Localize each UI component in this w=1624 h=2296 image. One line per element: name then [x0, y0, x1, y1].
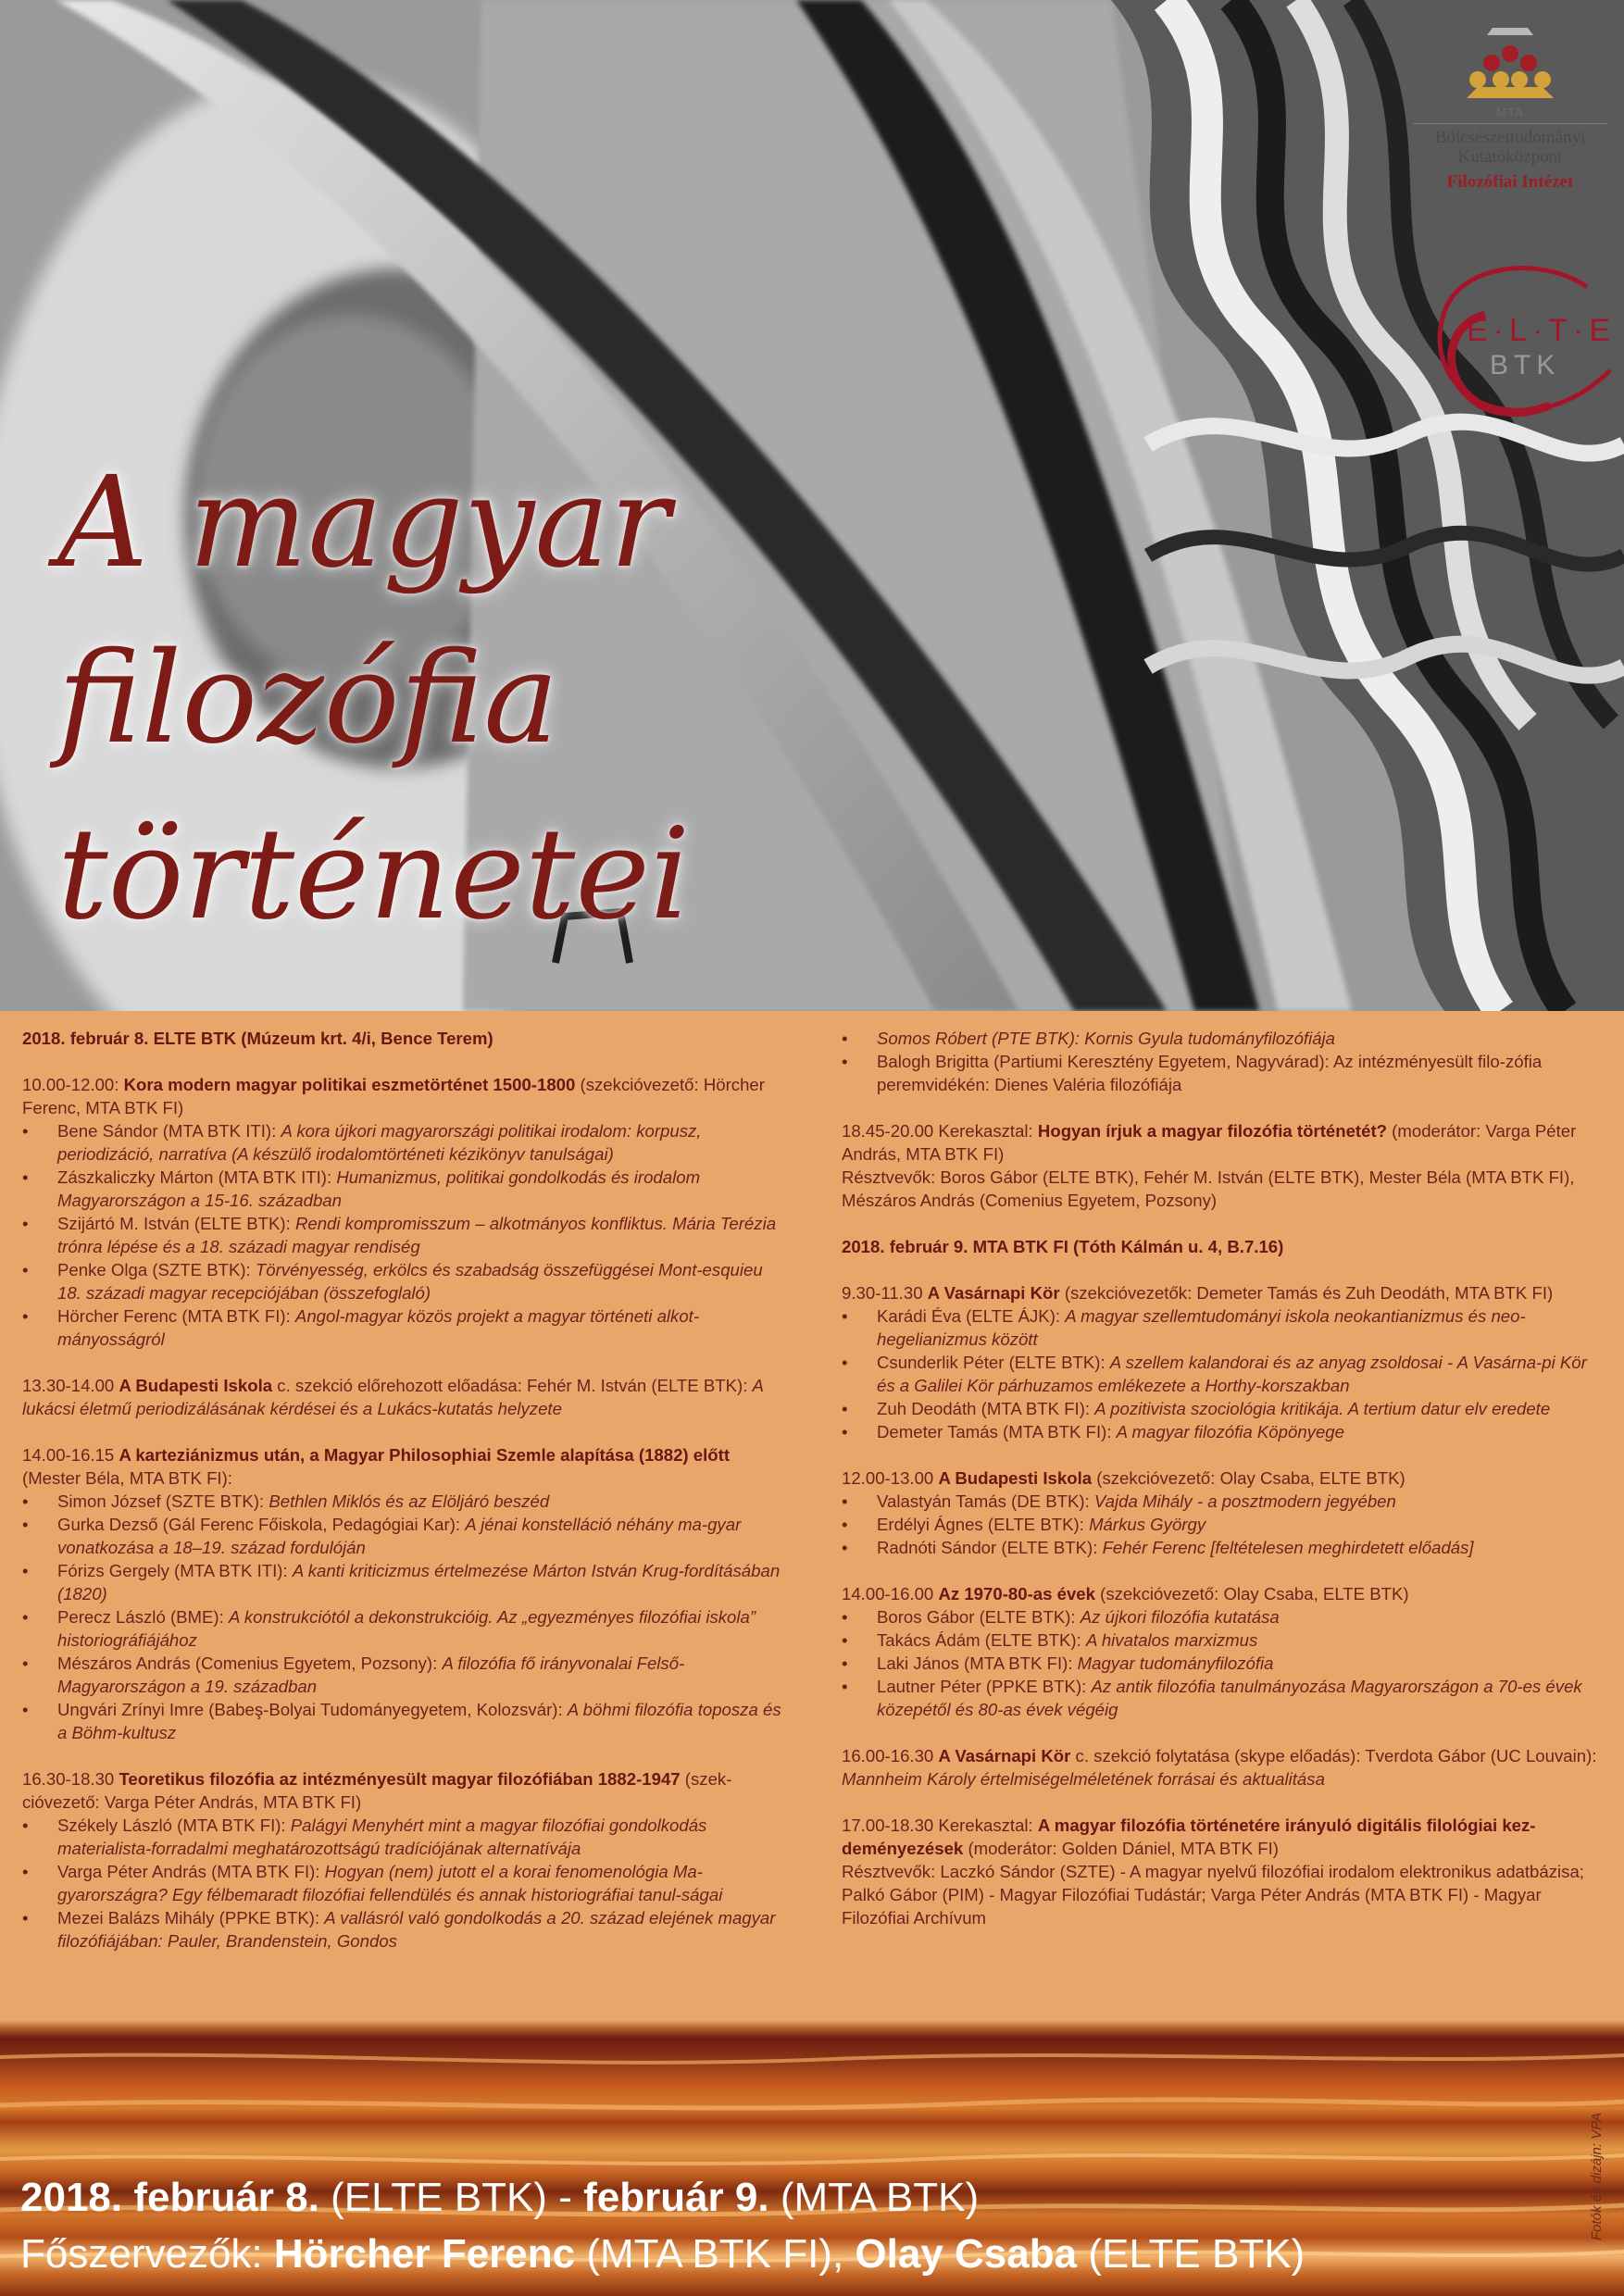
- list-item: • Laki János (MTA BTK FI): Magyar tudományfilozófia: [842, 1652, 1601, 1675]
- list-item: • Hörcher Ferenc (MTA BTK FI): Angol-magyar közös projekt a magyar történeti alkot-mányosságról: [22, 1304, 781, 1351]
- mta-divider: [1413, 123, 1607, 124]
- program-day-2: [842, 1027, 1601, 1929]
- day-1-header: 2018. február 8. ELTE BTK (Múzeum krt. 4/i, Bence Terem): [22, 1029, 493, 1048]
- list-item: • Mészáros András (Comenius Egyetem, Pozsony): A filozófia fő irányvonalai Felső-Magyarországon a 19. században: [22, 1652, 781, 1698]
- poster-title: [57, 435, 690, 963]
- mta-name-line-1: Bölcsészettudományi: [1434, 128, 1586, 147]
- session-heading: 9.30-11.30 A Vasárnapi Kör (szekcióvezetők: Demeter Tamás és Zuh Deodáth, MTA BTK FI): [842, 1283, 1554, 1303]
- day-2-header: 2018. február 9. MTA BTK FI (Tóth Kálmán u. 4, B.7.16): [842, 1237, 1284, 1256]
- list-item: • Perecz László (BME): A konstrukciótól a dekonstrukcióig. Az „egyezményes filozófiai iskola” historiográfiájához: [22, 1605, 781, 1652]
- list-item: • Valastyán Tamás (DE BTK): Vajda Mihály - a posztmodern jegyében: [842, 1490, 1601, 1513]
- talk-list: [842, 1490, 1601, 1559]
- roundtable-participants: Résztvevők: Laczkó Sándor (SZTE) - A magyar nyelvű filozófiai irodalom elektronikus adatbázisa; Palkó Gábor (PIM) - Magyar Filozófiai Tudástár; Varga Péter András (MTA BTK FI) - Magyar Filozófiai Archívum: [842, 1862, 1584, 1928]
- list-item: • Zászkaliczky Márton (MTA BTK ITI): Humanizmus, politikai gondolkodás és irodalom Magyarországon a 15-16. században: [22, 1166, 781, 1212]
- talk-list: [842, 1605, 1601, 1721]
- list-item: • Fórizs Gergely (MTA BTK ITI): A kanti kriticizmus értelmezése Márton István Krug-fordításában (1820): [22, 1559, 781, 1605]
- list-item: • Csunderlik Péter (ELTE BTK): A szellem kalandorai és az anyag zsoldosai - A Vasárna-pi Kör és a Galilei Kör párhuzamos emlékezete a Horthy-korszakban: [842, 1351, 1601, 1397]
- elte-text: E·L·T·E: [1467, 313, 1616, 348]
- event-dates: 2018. február 8. (ELTE BTK) - február 9. (MTA BTK): [20, 2175, 980, 2220]
- list-item: • Lautner Péter (PPKE BTK): Az antik filozófia tanulmányozása Magyarországon a 70-es évek közepétől és 80-as évek végéig: [842, 1675, 1601, 1721]
- list-item: • Penke Olga (SZTE BTK): Törvényesség, erkölcs és szabadság összefüggései Mont-esquieu 18. századi magyar recepciójában (összefoglaló): [22, 1258, 781, 1304]
- mta-abbrev: MTA: [1496, 106, 1524, 119]
- session-heading: 13.30-14.00 A Budapesti Iskola c. szekció előrehozott előadása: Fehér M. István (ELTE BTK): A lukácsi életmű periodizálásának kérdései és a Lukács-kutatás helyzete: [22, 1376, 764, 1418]
- photo-credit: Fotók és dizájn: VPA: [1589, 2112, 1605, 2240]
- mta-name-line-2: Kutatóközpont: [1457, 147, 1563, 167]
- hero-photo: [0, 0, 1624, 1011]
- session-heading: 12.00-13.00 A Budapesti Iskola (szekcióvezető: Olay Csaba, ELTE BTK): [842, 1468, 1405, 1488]
- list-item: • Szijártó M. István (ELTE BTK): Rendi kompromisszum – alkotmányos konfliktus. Mária Terézia trónra lépése és a 18. századi magyar rendiség: [22, 1212, 781, 1258]
- list-item: • Demeter Tamás (MTA BTK FI): A magyar filozófia Köpönyege: [842, 1420, 1601, 1443]
- mta-emblem-icon: [1459, 26, 1561, 102]
- list-item: • Mezei Balázs Mihály (PPKE BTK): A vallásról való gondolkodás a 20. század elejének magyar filozófiájában: Pauler, Brandenstein, Gondos: [22, 1906, 781, 1953]
- title-line-1: A magyar: [57, 450, 670, 596]
- session-heading: 16.30-18.30 Teoretikus filozófia az intézményesült magyar filozófiában 1882-1947 (szek-cióvezető: Varga Péter András, MTA BTK FI): [22, 1769, 732, 1812]
- list-item: • Simon József (SZTE BTK): Bethlen Miklós és az Elöljáró beszéd: [22, 1490, 781, 1513]
- list-item: • Balogh Brigitta (Partiumi Keresztény Egyetem, Nagyvárad): Az intézményesült filo-zófia peremvidékén: Dienes Valéria filozófiája: [842, 1050, 1601, 1096]
- session-heading: 14.00-16.00 Az 1970-80-as évek (szekcióvezető: Olay Csaba, ELTE BTK): [842, 1584, 1409, 1603]
- roundtable-heading: 17.00-18.30 Kerekasztal: A magyar filozófia történetére irányuló digitális filológiai kez-deményezések (moderátor: Golden Dániel, MTA BTK FI): [842, 1816, 1536, 1858]
- talk-list: [22, 1119, 781, 1351]
- talk-list-continued: [842, 1027, 1601, 1096]
- mta-logo: [1407, 26, 1613, 193]
- title-line-3: történetei: [57, 802, 691, 948]
- list-item: • Zuh Deodáth (MTA BTK FI): A pozitivista szociológia kritikája. A tertium datur elv eredete: [842, 1397, 1601, 1420]
- list-item: • Bene Sándor (MTA BTK ITI): A kora újkori magyarországi politikai irodalom: korpusz, periodizáció, narratíva (A készülő irodalomtörténeti kézikönyv tanulságai): [22, 1119, 781, 1166]
- talk-list: [842, 1304, 1601, 1443]
- talk-list: [22, 1490, 781, 1744]
- list-item: • Boros Gábor (ELTE BTK): Az újkori filozófia kutatása: [842, 1605, 1601, 1628]
- list-item: • Ungvári Zrínyi Imre (Babeş-Bolyai Tudományegyetem, Kolozsvár): A böhmi filozófia toposza és a Böhm-kultusz: [22, 1698, 781, 1744]
- organizers: Főszervezők: Hörcher Ferenc (MTA BTK FI), Olay Csaba (ELTE BTK): [20, 2231, 1305, 2277]
- session-heading: 14.00-16.15 A karteziánizmus után, a Magyar Philosophiai Szemle alapítása (1882) előtt (Mester Béla, MTA BTK FI):: [22, 1445, 731, 1488]
- mta-institute: Filozófiai Intézet: [1446, 172, 1574, 192]
- list-item: • Varga Péter András (MTA BTK FI): Hogyan (nem) jutott el a korai fenomenológia Ma-gyarországra? Egy félbemaradt filozófiai fellendülés és annak historiográfiai tanul-ságai: [22, 1860, 781, 1906]
- list-item: • Radnóti Sándor (ELTE BTK): Fehér Ferenc [feltételesen meghirdetett előadás]: [842, 1536, 1601, 1559]
- list-item: • Karádi Éva (ELTE ÁJK): A magyar szellemtudományi iskola neokantianizmus és neo-hegelianizmus között: [842, 1304, 1601, 1351]
- list-item: • Erdélyi Ágnes (ELTE BTK): Márkus György: [842, 1513, 1601, 1536]
- list-item: • Székely László (MTA BTK FI): Palágyi Menyhért mint a magyar filozófiai gondolkodás materialista-forradalmi meghatározottságú tradíciójának alternatívája: [22, 1814, 781, 1860]
- title-line-2: filozófia: [57, 626, 559, 772]
- list-item: • Takács Ádám (ELTE BTK): A hivatalos marxizmus: [842, 1628, 1601, 1652]
- list-item: • Gurka Dezső (Gál Ferenc Főiskola, Pedagógiai Kar): A jénai konstelláció néhány ma-gyar vonatkozása a 18–19. század fordulóján: [22, 1513, 781, 1559]
- list-item: • Somos Róbert (PTE BTK): Kornis Gyula tudományfilozófiája: [842, 1027, 1601, 1050]
- elte-logo: [1420, 259, 1615, 430]
- program-day-1: [22, 1027, 781, 1953]
- session-heading: 16.00-16.30 A Vasárnapi Kör c. szekció folytatása (skype előadás): Tverdota Gábor (UC Louvain): Mannheim Károly értelmiségelméletének forrásai és aktualitása: [842, 1746, 1597, 1789]
- btk-text: BTK: [1490, 350, 1561, 381]
- roundtable-participants: Résztvevők: Boros Gábor (ELTE BTK), Fehér M. István (ELTE BTK), Mester Béla (MTA BTK FI), Mészáros András (Comenius Egyetem, Pozsony): [842, 1167, 1575, 1210]
- talk-list: [22, 1814, 781, 1953]
- session-heading: 10.00-12.00: Kora modern magyar politikai eszmetörténet 1500-1800 (szekcióvezető: Hörcher Ferenc, MTA BTK FI): [22, 1075, 765, 1117]
- roundtable-heading: 18.45-20.00 Kerekasztal: Hogyan írjuk a magyar filozófia történetét? (moderátor: Varga Péter András, MTA BTK FI): [842, 1121, 1577, 1164]
